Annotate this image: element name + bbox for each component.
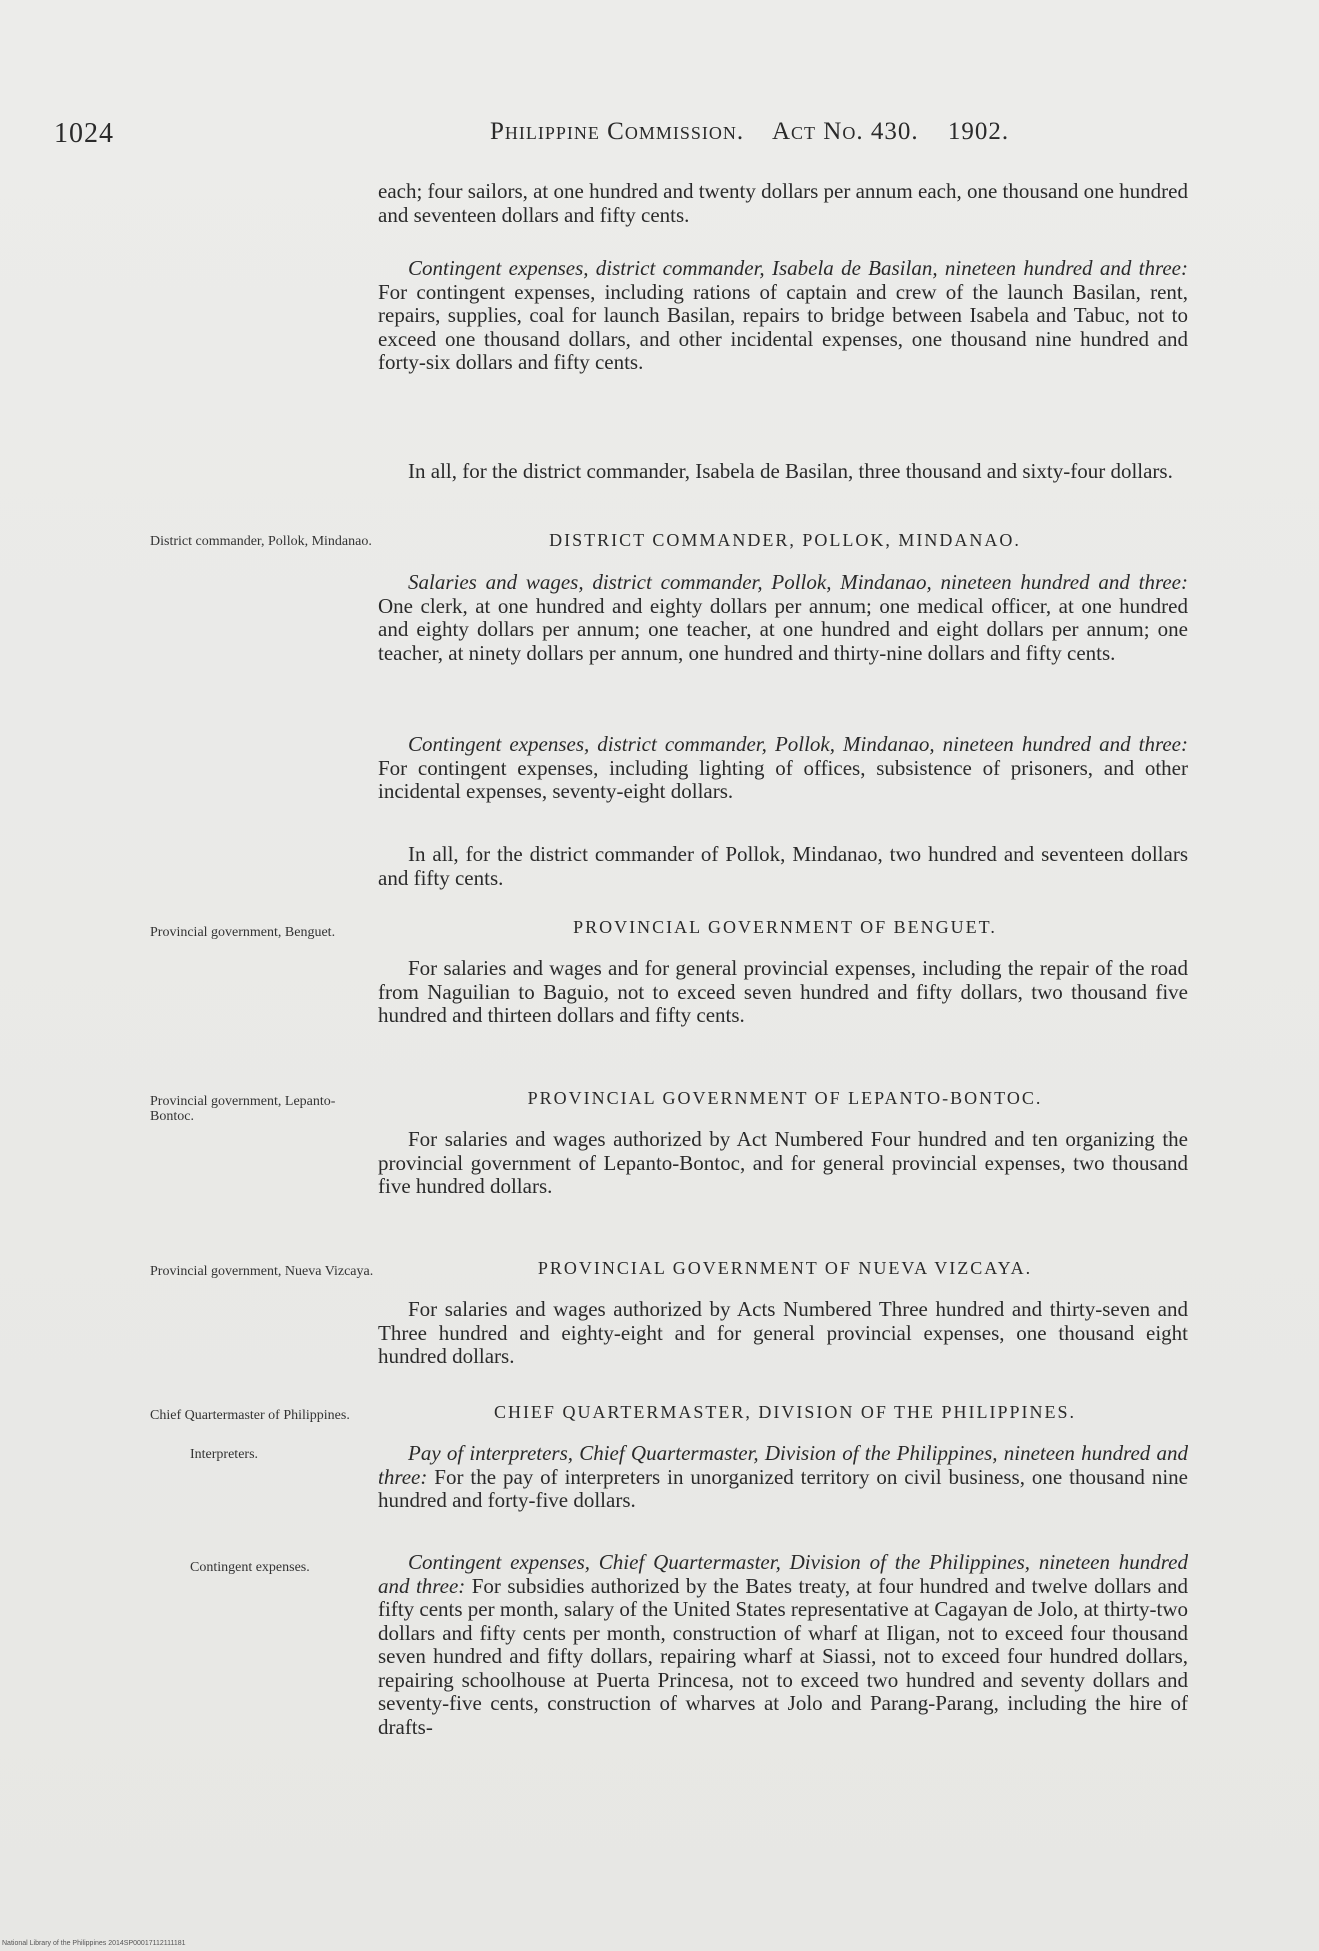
paragraph-text: For the pay of interpreters in unorganized territory on civil business, one thousand nine hundred and forty-five dollars.: [378, 1464, 1188, 1512]
running-head-year: 1902.: [947, 118, 1010, 145]
paragraph-interpreters: [378, 1442, 1188, 1513]
paragraph-contingent-pollok: [378, 733, 1188, 804]
heading-italic: Contingent expenses, district commander, Pollok, Mindanao, nineteen hundred and three:: [408, 732, 1188, 756]
margin-note-nueva: Provincial government, Nueva Vizcaya.: [150, 1264, 374, 1279]
running-head-act: Act No. 430.: [771, 118, 919, 145]
margin-note-pollok: District commander, Pollok, Mindanao.: [150, 534, 372, 549]
margin-note-contingent: Contingent expenses.: [190, 1560, 310, 1575]
heading-italic: Contingent expenses, Chief Quartermaster, Division of the Philippines, nineteen hundred and three:: [378, 1550, 1188, 1598]
running-head-title: Philippine Commission.: [490, 118, 745, 145]
running-head: [490, 118, 1031, 146]
paragraph-sailors: each; four sailors, at one hundred and twenty dollars per annum each, one thousand one hundred and seventeen dollars and fifty cents.: [378, 179, 1188, 227]
paragraph-salaries-pollok: [378, 571, 1188, 665]
section-heading-quartermaster: CHIEF QUARTERMASTER, DIVISION OF THE PHILIPPINES.: [493, 1402, 1077, 1422]
paragraph-text: One clerk, at one hundred and eighty dollars per annum; one medical officer, at one hundred and eighty dollars per annum; one teacher, at one hundred and eight dollars per annum; one teacher, at ninety dollars per annum, one hundred and thirty-nine dollars and fifty cents.: [378, 593, 1188, 665]
paragraph-text: For contingent expenses, including lighting of offices, subsistence of prisoners, and other incidental expenses, seventy-eight dollars.: [378, 755, 1188, 803]
digitization-footer: National Library of the Philippines 2014SP00017112111181: [2, 1940, 186, 1947]
paragraph-text: For contingent expenses, including rations of captain and crew of the launch Basilan, rent, repairs, supplies, coal for launch Basilan, repairs to bridge between Isabela and Tabuc, not to exceed one thousand dollars, and other incidental expenses, one thousand nine hundred and forty-six dollars and fifty cents.: [378, 279, 1188, 374]
paragraph-contingent-basilan: [378, 257, 1188, 375]
section-heading-pollok: DISTRICT COMMANDER, POLLOK, MINDANAO.: [549, 530, 1021, 550]
paragraph-total-pollok: In all, for the district commander of Pollok, Mindanao, two hundred and seventeen dollars and fifty cents.: [378, 842, 1188, 890]
margin-note-quartermaster: Chief Quartermaster of Philippines.: [150, 1408, 350, 1423]
paragraph-lepanto: For salaries and wages authorized by Act Numbered Four hundred and ten organizing the provincial government of Lepanto-Bontoc, and for general provincial expenses, two thousand five hundred dollars.: [378, 1127, 1188, 1198]
paragraph-contingent-quartermaster: [378, 1551, 1188, 1739]
paragraph-text: For subsidies authorized by the Bates treaty, at four hundred and twelve dollars and fifty cents per month, salary of the United States representative at Cagayan de Jolo, at thirty-two dollars and fifty cents per month, construction of wharf at Iligan, not to exceed four thousand seven hundred and fifty dollars, repairing wharf at Siassi, not to exceed four hundred dollars, repairing schoolhouse at Puerta Princesa, not to exceed two hundred and seventy dollars and seventy-five cents, construction of wharves at Jolo and Parang-Parang, including the hire of drafts-: [378, 1573, 1189, 1739]
heading-italic: Pay of interpreters, Chief Quartermaster, Division of the Philippines, nineteen hundred and three:: [378, 1441, 1188, 1489]
section-heading-nueva: PROVINCIAL GOVERNMENT OF NUEVA VIZCAYA.: [537, 1258, 1033, 1278]
margin-note-lepanto: Provincial government, Lepanto-Bontoc.: [150, 1094, 336, 1124]
paragraph-benguet: For salaries and wages and for general provincial expenses, including the repair of the road from Naguilian to Baguio, not to exceed seven hundred and fifty dollars, two thousand five hundred and thirteen dollars and fifty cents.: [378, 956, 1188, 1027]
margin-note-benguet: Provincial government, Benguet.: [150, 925, 336, 940]
section-heading-lepanto: PROVINCIAL GOVERNMENT OF LEPANTO-BONTOC.: [527, 1088, 1043, 1108]
margin-note-interpreters: Interpreters.: [190, 1447, 259, 1462]
section-heading-benguet: PROVINCIAL GOVERNMENT OF BENGUET.: [573, 917, 997, 937]
heading-italic: Salaries and wages, district commander, Pollok, Mindanao, nineteen hundred and three:: [408, 570, 1188, 594]
paragraph-total-basilan: In all, for the district commander, Isabela de Basilan, three thousand and sixty-four dollars.: [408, 459, 1173, 483]
heading-italic: Contingent expenses, district commander, Isabela de Basilan, nineteen hundred and three:: [408, 256, 1188, 280]
page-number: 1024: [54, 118, 114, 149]
paragraph-nueva: For salaries and wages authorized by Acts Numbered Three hundred and thirty-seven and Three hundred and eighty-eight and for general provincial expenses, one thousand eight hundred dollars.: [378, 1297, 1188, 1368]
